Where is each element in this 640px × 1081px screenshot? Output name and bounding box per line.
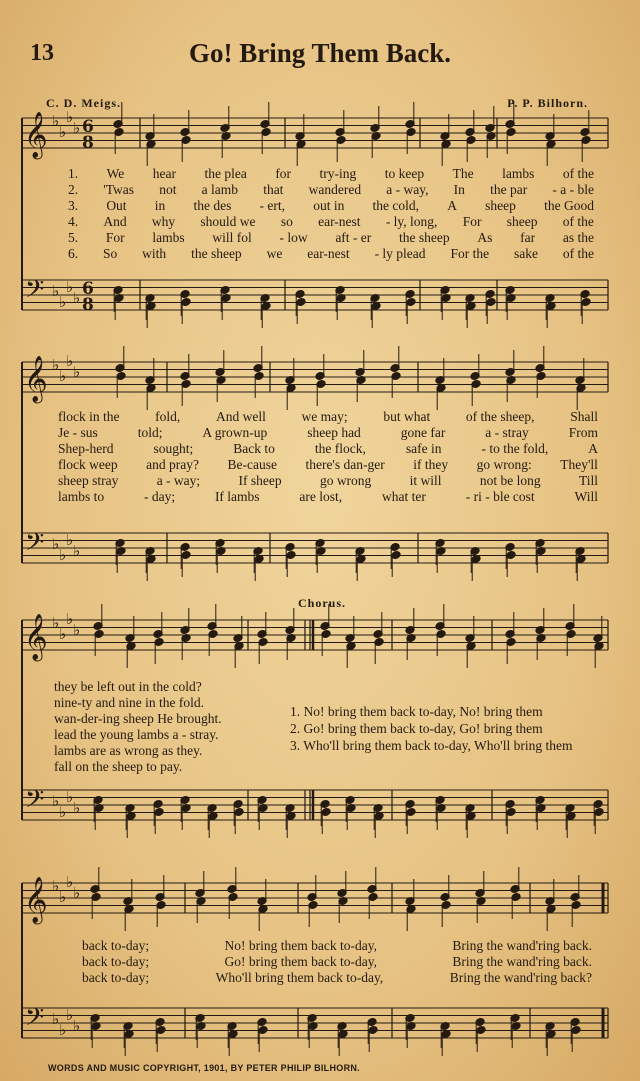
lyric-line <box>58 441 598 457</box>
lyric-syllable: we may; <box>301 409 348 424</box>
bass-clef: 𝄢 <box>25 275 45 310</box>
lyric-syllable: sought; <box>153 441 194 456</box>
lyric-line: lead the young lambs a - stray. <box>54 727 219 742</box>
flat-sign: ♭ <box>52 356 60 374</box>
lyric-syllable: told; <box>137 425 163 440</box>
lyric-syllable: And well <box>215 409 266 424</box>
lyric-syllable: far <box>520 230 536 245</box>
lyric-syllable: Bring the wand'ring back. <box>452 954 592 969</box>
time-sig-top: 6 <box>82 279 94 299</box>
lyric-syllable: the plea <box>204 166 247 181</box>
lyric-syllable: hear <box>152 166 176 181</box>
flat-sign: ♭ <box>73 621 81 639</box>
lyric-syllable: why <box>151 214 176 229</box>
lyric-line: fall on the sheep to pay. <box>54 759 183 774</box>
treble-clef: 𝄞 <box>24 614 48 660</box>
lyric-syllable: 5. <box>68 230 79 245</box>
lyric-syllable: A <box>447 198 457 213</box>
lyric-syllable: Out <box>106 198 127 213</box>
lyric-syllable: If lambs <box>214 489 260 504</box>
flat-sign: ♭ <box>73 542 81 560</box>
lyric-syllable: it will <box>409 473 442 488</box>
time-sig-bottom: 8 <box>82 295 94 315</box>
flat-sign: ♭ <box>59 1021 67 1039</box>
lyric-syllable: As <box>477 230 493 245</box>
flat-sign: ♭ <box>73 119 81 137</box>
lyric-syllable: the par <box>490 182 528 197</box>
lyric-syllable: - ri - ble cost <box>465 489 535 504</box>
lyric-syllable: ear-nest <box>318 214 361 229</box>
lyric-syllable: of the sheep, <box>465 409 535 424</box>
author-credit: C. D. Meigs. <box>46 96 121 110</box>
flat-sign: ♭ <box>66 1006 74 1024</box>
flat-sign: ♭ <box>66 531 74 549</box>
lyric-line <box>82 970 592 986</box>
lyric-syllable: not <box>159 182 177 197</box>
flat-sign: ♭ <box>73 1017 81 1035</box>
lyric-syllable: A <box>588 441 598 456</box>
time-sig-bottom: 8 <box>82 133 94 153</box>
flat-sign: ♭ <box>59 123 67 141</box>
lyric-syllable: go wrong <box>319 473 372 488</box>
copyright-notice: WORDS AND MUSIC COPYRIGHT, 1901, BY PETER PHILIP BILHORN. <box>48 1063 360 1073</box>
treble-clef: 𝄞 <box>24 877 48 923</box>
chorus-label: Chorus. <box>298 596 347 610</box>
flat-sign: ♭ <box>59 546 67 564</box>
lyric-syllable: the Good <box>544 198 594 213</box>
treble-clef: 𝄞 <box>24 112 48 158</box>
hymn-title: Go! Bring Them Back. <box>188 38 452 68</box>
lyric-syllable: the sheep <box>191 246 242 261</box>
lyric-syllable: if they <box>413 457 449 472</box>
lyric-syllable: Till <box>578 473 598 488</box>
lyric-syllable: No! bring them back to-day, <box>224 938 377 953</box>
lyric-syllable: Will <box>574 489 598 504</box>
flat-sign: ♭ <box>52 614 60 632</box>
lyric-syllable: the des <box>193 198 232 213</box>
lyric-syllable: of the <box>562 166 594 181</box>
composer-credit: P. P. Bilhorn. <box>507 96 588 110</box>
lyric-syllable: out in <box>313 198 345 213</box>
lyric-syllable: we <box>266 246 283 261</box>
lyric-syllable: in <box>154 198 166 213</box>
flat-sign: ♭ <box>73 363 81 381</box>
chorus-line: 2. Go! bring them back to-day, Go! bring them <box>290 721 543 736</box>
lyric-syllable: and pray? <box>146 457 199 472</box>
lyric-syllable: They'll <box>560 457 598 472</box>
flat-sign: ♭ <box>66 610 74 628</box>
lyric-syllable: not be long <box>479 473 541 488</box>
lyric-line <box>58 409 598 425</box>
lyric-syllable: The <box>452 166 474 181</box>
flat-sign: ♭ <box>73 884 81 902</box>
flat-sign: ♭ <box>59 888 67 906</box>
lyric-syllable: For <box>462 214 482 229</box>
lyric-line <box>68 214 594 230</box>
bass-clef: 𝄢 <box>25 785 45 820</box>
lyric-syllable: Back to <box>233 441 275 456</box>
lyric-line: they be left out in the cold? <box>54 679 202 694</box>
flat-sign: ♭ <box>59 625 67 643</box>
bass-clef: 𝄢 <box>25 1003 45 1038</box>
lyric-syllable: - ly, long, <box>385 214 438 229</box>
treble-clef: 𝄞 <box>24 356 48 402</box>
lyric-syllable: - day; <box>143 489 176 504</box>
lyric-syllable: will fol <box>212 230 252 245</box>
flat-sign: ♭ <box>52 282 60 300</box>
flat-sign: ♭ <box>52 1010 60 1028</box>
lyric-syllable: of the <box>562 214 594 229</box>
lyric-syllable: the sheep <box>399 230 450 245</box>
lyric-syllable: 6. <box>68 246 79 261</box>
lyric-syllable: try-ing <box>319 166 357 181</box>
lyric-syllable: Je - sus <box>58 425 98 440</box>
flat-sign: ♭ <box>59 293 67 311</box>
flat-sign: ♭ <box>59 803 67 821</box>
lyric-syllable: are lost, <box>299 489 343 504</box>
lyric-syllable: Bring the wand'ring back? <box>449 970 592 985</box>
flat-sign: ♭ <box>52 112 60 130</box>
lyric-syllable: We <box>106 166 125 181</box>
lyric-line: wan-der-ing sheep He brought. <box>54 711 222 726</box>
lyric-syllable: safe in <box>405 441 442 456</box>
lyric-syllable: ear-nest <box>307 246 350 261</box>
lyric-syllable: A grown-up <box>202 425 268 440</box>
lyric-syllable: sheep stray <box>58 473 119 488</box>
lyric-syllable: there's dan-ger <box>305 457 385 472</box>
lyric-line <box>58 457 598 473</box>
lyric-syllable: a - way; <box>156 473 201 488</box>
flat-sign: ♭ <box>66 278 74 296</box>
lyric-syllable: for <box>275 166 292 181</box>
lyric-line <box>58 489 598 505</box>
lyric-syllable: the cold, <box>372 198 420 213</box>
lyric-syllable: Bring the wand'ring back. <box>452 938 592 953</box>
lyric-line <box>58 473 598 489</box>
lyric-syllable: 2. <box>68 182 79 197</box>
flat-sign: ♭ <box>73 799 81 817</box>
flat-sign: ♭ <box>66 108 74 126</box>
flat-sign: ♭ <box>66 873 74 891</box>
lyric-syllable: sheep <box>485 198 516 213</box>
lyric-syllable: with <box>142 246 167 261</box>
lyric-syllable: sake <box>513 246 538 261</box>
lyric-line: nine-ty and nine in the fold. <box>54 695 204 710</box>
lyric-syllable: lambs <box>502 166 535 181</box>
time-sig-top: 6 <box>82 117 94 137</box>
lyric-syllable: Who'll bring them back to-day, <box>215 970 384 985</box>
lyric-syllable: should we <box>200 214 256 229</box>
lyric-syllable: to keep <box>384 166 425 181</box>
lyric-syllable: lambs <box>152 230 185 245</box>
lyric-syllable: what ter <box>382 489 426 504</box>
lyric-syllable: a lamb <box>201 182 239 197</box>
lyric-syllable: go wrong: <box>476 457 532 472</box>
lyric-syllable: So <box>103 246 118 261</box>
lyric-syllable: a - way, <box>386 182 429 197</box>
chorus-line: 3. Who'll bring them back to-day, Who'll bring them <box>290 738 573 753</box>
lyric-syllable: aft - er <box>335 230 372 245</box>
lyric-syllable: Shall <box>570 409 598 424</box>
flat-sign: ♭ <box>59 367 67 385</box>
lyric-syllable: If sheep <box>238 473 282 488</box>
lyric-syllable: From <box>568 425 598 440</box>
lyric-line <box>68 198 594 214</box>
lyric-syllable: as the <box>562 230 594 245</box>
lyric-syllable: that <box>263 182 284 197</box>
lyric-syllable: so <box>280 214 293 229</box>
lyric-syllable: sheep had <box>307 425 361 440</box>
lyric-line <box>82 954 592 970</box>
lyric-line: lambs are as wrong as they. <box>54 743 203 758</box>
lyric-syllable: but what <box>383 409 431 424</box>
lyric-syllable: the flock, <box>314 441 366 456</box>
flat-sign: ♭ <box>66 352 74 370</box>
lyric-syllable: of the <box>562 246 594 261</box>
chorus-line: 1. No! bring them back to-day, No! bring them <box>290 704 543 719</box>
lyric-syllable: - low <box>279 230 308 245</box>
lyric-syllable: lambs to <box>58 489 105 504</box>
lyric-syllable: - a - ble <box>552 182 594 197</box>
lyric-syllable: For the <box>450 246 490 261</box>
lyric-syllable: 1. <box>68 166 79 181</box>
flat-sign: ♭ <box>66 788 74 806</box>
lyric-syllable: sheep <box>506 214 538 229</box>
flat-sign: ♭ <box>52 877 60 895</box>
lyric-syllable: wandered <box>308 182 362 197</box>
flat-sign: ♭ <box>52 792 60 810</box>
lyric-line <box>68 182 594 198</box>
lyric-syllable: - ly plead <box>374 246 426 261</box>
lyric-line <box>68 230 594 246</box>
flat-sign: ♭ <box>73 289 81 307</box>
lyric-syllable: - to the fold, <box>481 441 549 456</box>
hymn-number: 13 <box>30 40 54 66</box>
lyric-syllable: a - stray <box>485 425 529 440</box>
lyric-syllable: back to-day; <box>82 970 150 985</box>
lyric-syllable: gone far <box>400 425 446 440</box>
lyric-line <box>68 246 594 262</box>
lyric-syllable: 3. <box>68 198 79 213</box>
lyric-syllable: And <box>103 214 127 229</box>
lyric-syllable: Shep-herd <box>58 441 114 456</box>
lyric-syllable: fold, <box>155 409 181 424</box>
lyric-syllable: In <box>453 182 465 197</box>
lyric-syllable: Be-cause <box>227 457 277 472</box>
flat-sign: ♭ <box>52 535 60 553</box>
lyric-syllable: Go! bring them back to-day, <box>224 954 377 969</box>
lyric-syllable: flock in the <box>58 409 120 424</box>
lyric-syllable: flock weep <box>58 457 118 472</box>
lyric-syllable: - ert, <box>259 198 285 213</box>
lyric-line <box>68 166 594 182</box>
lyric-syllable: back to-day; <box>82 954 150 969</box>
lyric-syllable: 4. <box>68 214 79 229</box>
lyric-line <box>58 425 598 441</box>
lyric-syllable: For <box>105 230 125 245</box>
lyric-syllable: 'Twas <box>103 182 135 197</box>
bass-clef: 𝄢 <box>25 528 45 563</box>
lyric-line <box>82 938 592 954</box>
lyric-syllable: back to-day; <box>82 938 150 953</box>
